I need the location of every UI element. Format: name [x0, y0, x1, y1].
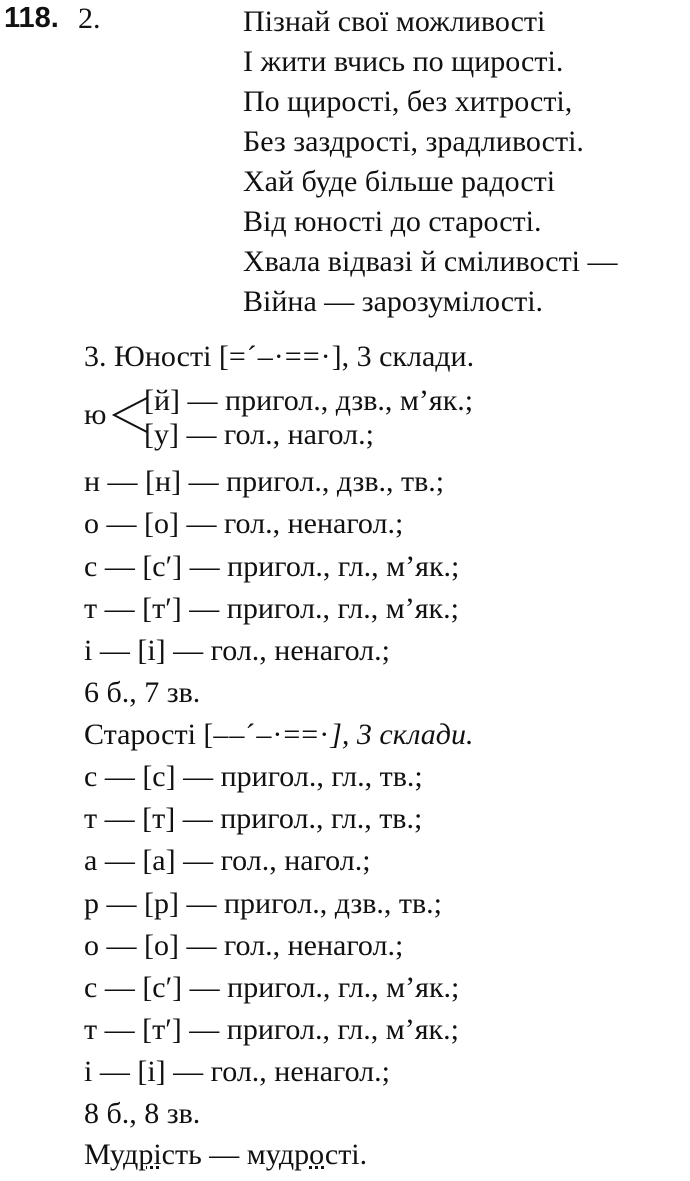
word-header — [84, 340, 474, 374]
letters-sounds-count: 6 б., 7 зв. — [84, 676, 201, 709]
word-part: сть — [161, 1138, 202, 1171]
poem-line: Війна — зарозумілості. — [243, 285, 544, 318]
letters-sounds-count: 8 б., 8 зв. — [84, 1097, 201, 1130]
phonetic-row: т — [т′] — пригол., гл., м’як.; — [84, 1013, 459, 1046]
word-pair — [84, 1138, 367, 1172]
phonetic-row: о — [о] — гол., ненагол.; — [84, 507, 404, 540]
poem-line: Хай буде більше радості — [243, 165, 556, 198]
subtask-number: 2. — [78, 2, 101, 35]
poem-line: Пізнай свої можливості — [243, 5, 546, 38]
branch-row-1: [й] — пригол., дзв., м’як.; — [144, 384, 474, 417]
syllable-scheme: =´–·==· — [228, 340, 332, 373]
dash: — — [201, 1138, 247, 1171]
word-part: сті. — [324, 1138, 368, 1171]
phonetic-row: т — [т] — пригол., гл., тв.; — [84, 802, 423, 835]
phonetic-row: о — [о] — гол., ненагол.; — [84, 929, 404, 962]
poem-line: По щирості, без хитрості, — [243, 85, 573, 118]
word-title: Старості [ — [84, 718, 214, 751]
phonetic-row: т — [т′] — пригол., гл., м’як.; — [84, 592, 459, 625]
phonetic-row: с — [с] — пригол., гл., тв.; — [84, 760, 423, 793]
word-part: Муд — [84, 1138, 139, 1171]
word-header — [84, 718, 473, 752]
phonetic-row: н — [н] — пригол., дзв., тв.; — [84, 465, 445, 498]
exercise-number: 118. — [4, 2, 59, 34]
syllable-count: ], 3 склади. — [331, 340, 475, 373]
marked-sound: о — [309, 1138, 325, 1171]
poem — [243, 2, 618, 322]
poem-line: Від юності до старості. — [243, 205, 542, 238]
word-title: 3. Юності [ — [84, 340, 229, 373]
word-part: мудр — [246, 1138, 310, 1171]
branch-letter: ю — [84, 398, 107, 431]
phonetic-row: с — [с′] — пригол., гл., м’як.; — [84, 971, 460, 1004]
branch-row-2: [у] — гол., нагол.; — [144, 418, 374, 451]
phonetic-row: р — [р] — пригол., дзв., тв.; — [84, 887, 442, 920]
poem-line: Без заздрості, зрадливості. — [243, 125, 584, 158]
phonetic-row: а — [а] — гол., нагол.; — [84, 844, 371, 877]
syllable-scheme: ––´–·==· — [213, 718, 331, 751]
phonetic-row: і — [і] — гол., ненагол.; — [84, 634, 390, 667]
poem-line: Хвала відвазі й сміливості — — [243, 245, 618, 278]
marked-sound: рі — [138, 1138, 162, 1171]
phonetic-row: і — [і] — гол., ненагол.; — [84, 1055, 390, 1088]
poem-line: І жити вчись по щирості. — [243, 45, 564, 78]
syllable-count: ], 3 склади. — [330, 718, 474, 751]
phonetic-row: с — [с′] — пригол., гл., м’як.; — [84, 550, 460, 583]
